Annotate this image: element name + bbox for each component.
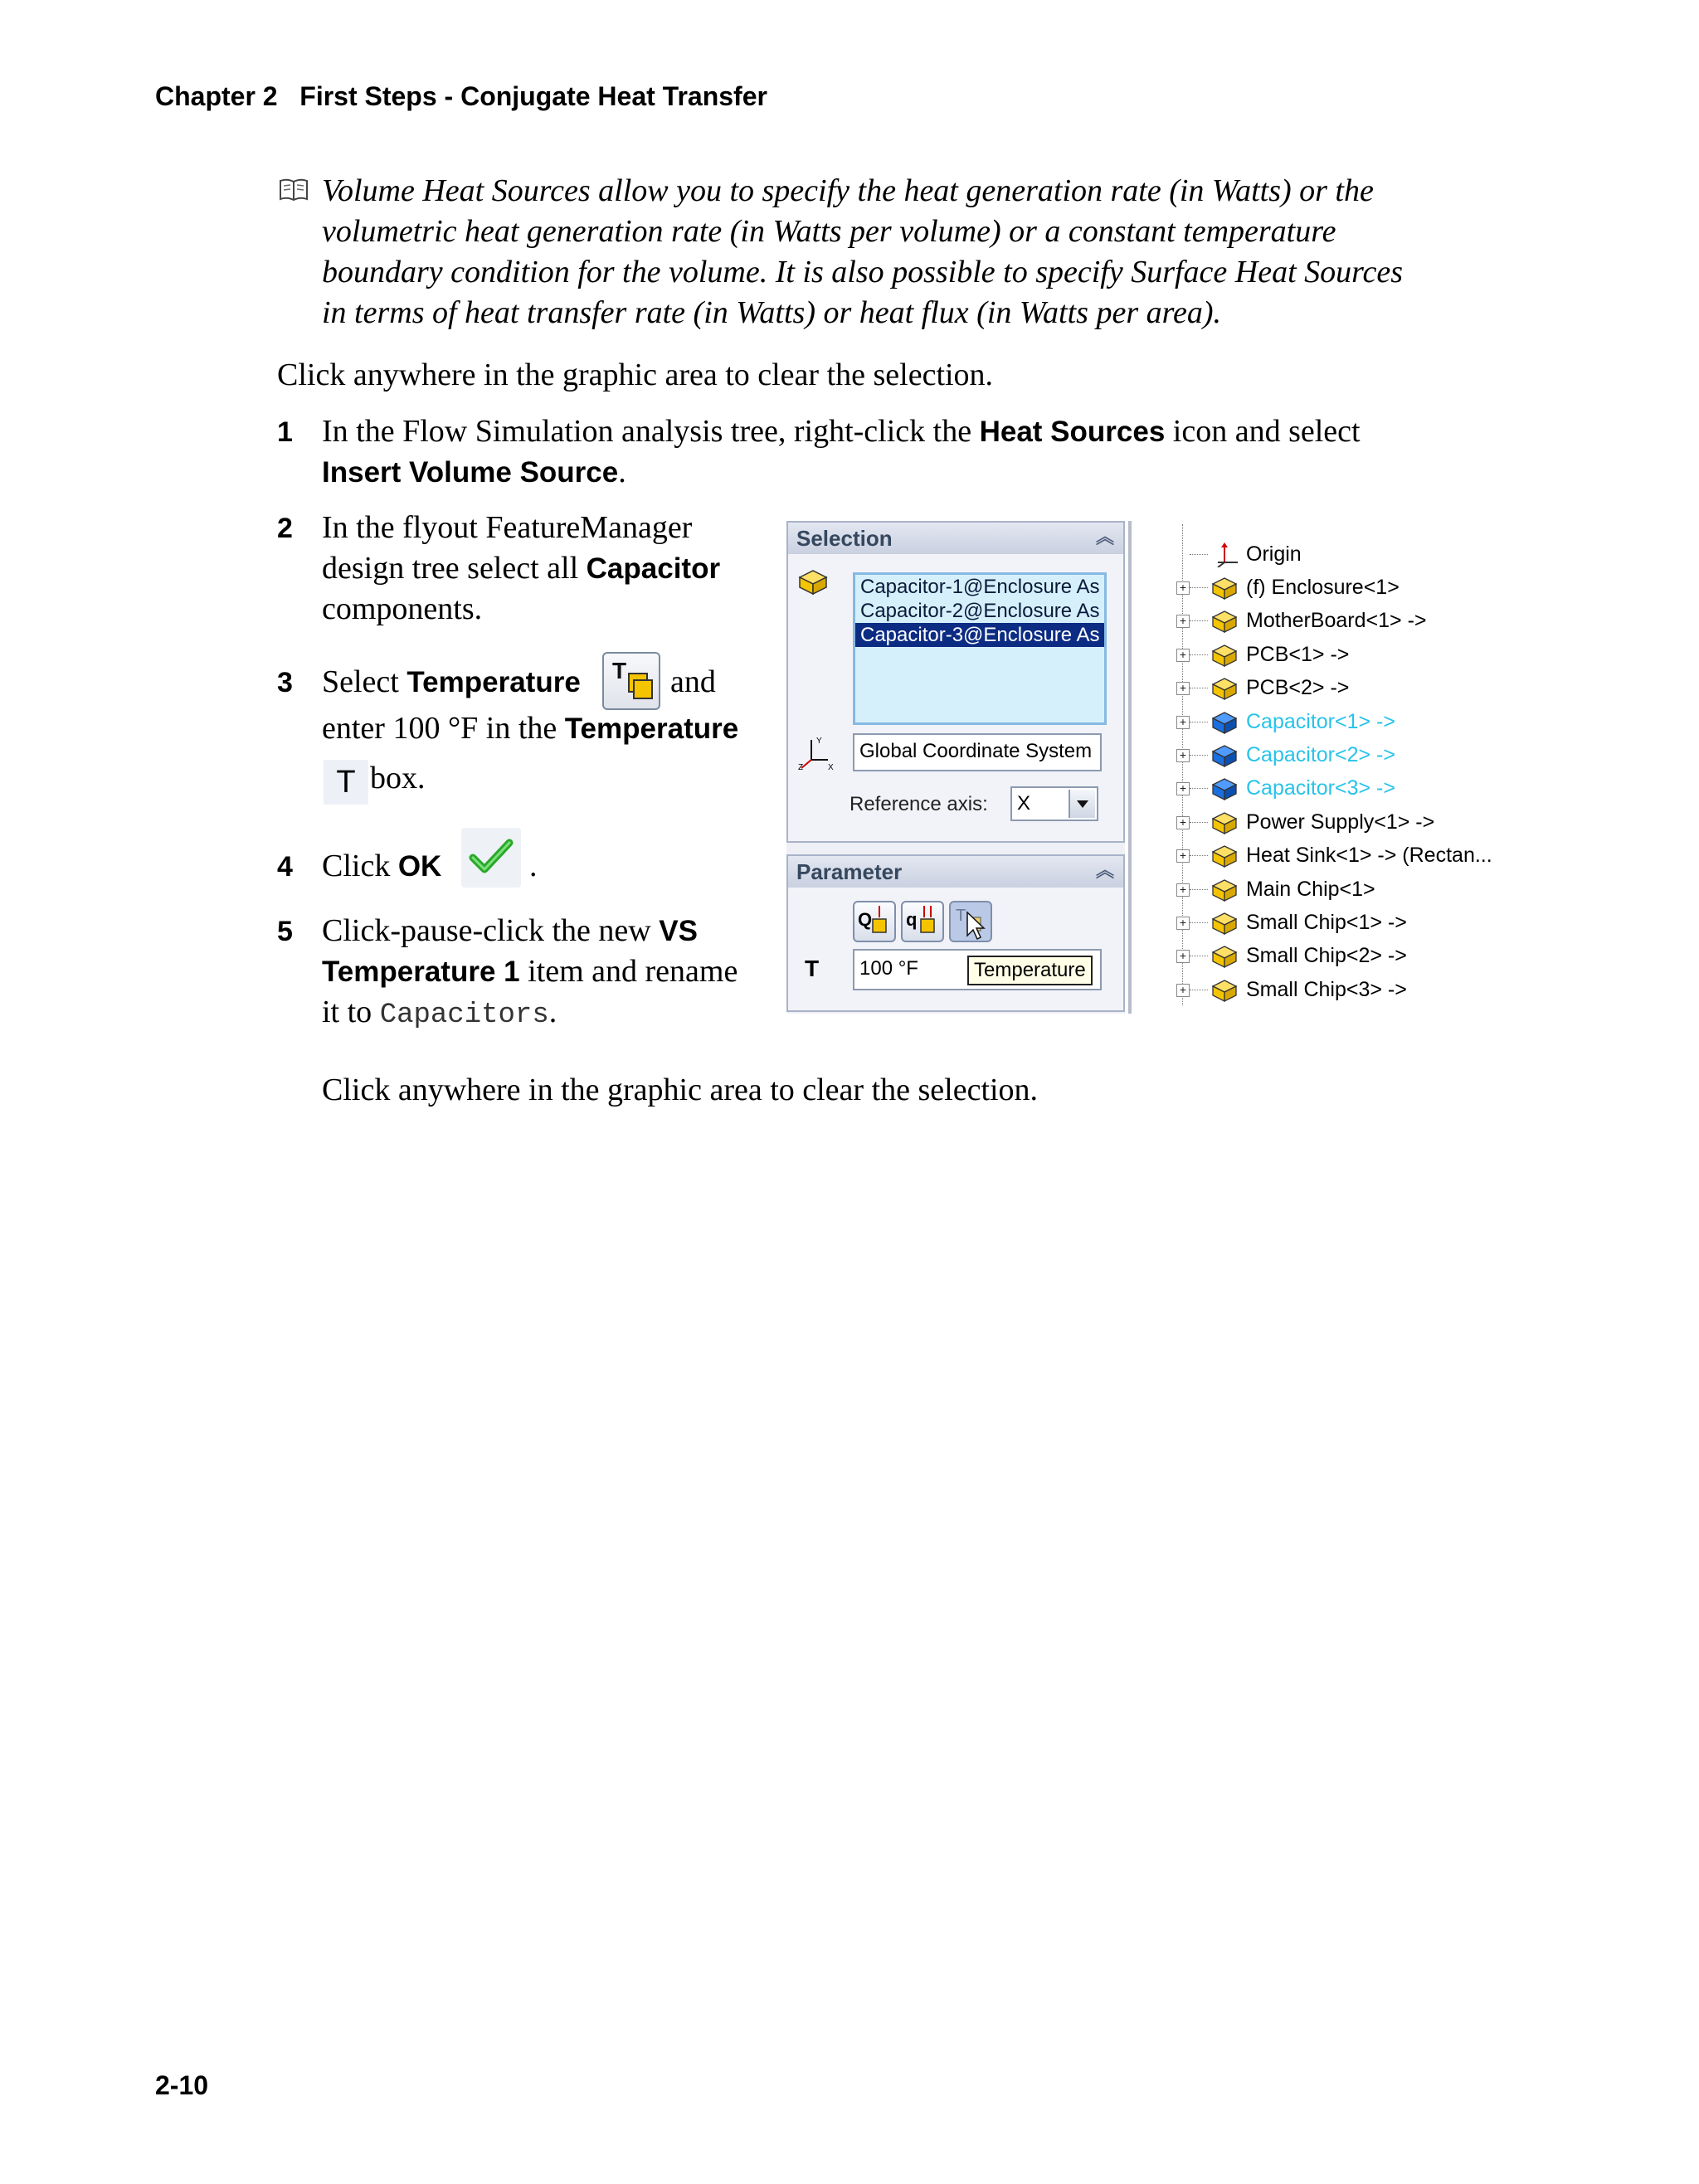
step-2-text: In the flyout FeatureManager design tree select all Capacitor components.: [322, 510, 721, 626]
part-icon: [1210, 944, 1241, 969]
step-number: 3: [277, 667, 293, 698]
step-3-box: box.: [370, 761, 426, 795]
step-4-period: .: [529, 849, 538, 883]
heat-generation-rate-button[interactable]: [853, 901, 896, 942]
list-item[interactable]: Capacitor-1@Enclosure As: [860, 576, 1100, 598]
coordinate-system-field[interactable]: Global Coordinate System: [853, 733, 1102, 771]
step-4-text: Click OK: [322, 849, 442, 883]
expand-icon[interactable]: +: [1176, 649, 1190, 662]
part-icon: [1210, 978, 1241, 1003]
part-icon: [1210, 710, 1241, 735]
collapse-icon[interactable]: ︽: [1095, 860, 1114, 881]
svg-text:Q: Q: [858, 909, 873, 930]
svg-text:Y: Y: [816, 737, 822, 746]
coordinate-system-icon: [796, 735, 836, 771]
volumetric-heat-generation-button[interactable]: [901, 901, 944, 942]
part-icon: [1210, 776, 1241, 801]
tree-item-label: Capacitor<1> ->: [1246, 709, 1395, 733]
note-line: boundary condition for the volume. It is also possible to specify Surface Heat Sources: [322, 255, 1404, 289]
component-icon: [796, 566, 833, 599]
tree-item-label: Origin: [1246, 542, 1302, 566]
selection-group: [786, 521, 1125, 843]
temperature-t-icon: T: [324, 760, 368, 805]
step-number: 5: [277, 916, 293, 947]
step-5-text: Click-pause-click the new VS Temperature 1 item and rename it to Capacitors.: [322, 913, 738, 1031]
origin-icon: [1210, 542, 1241, 567]
feature-manager-tree: [1170, 518, 1502, 1015]
property-manager-panel: [786, 521, 1125, 1014]
insert-volume-source-term: Insert Volume Source: [322, 456, 619, 489]
expand-icon[interactable]: +: [1176, 782, 1190, 795]
tree-item-label: Capacitor<2> ->: [1246, 743, 1395, 766]
ok-checkmark-icon: [461, 828, 521, 888]
collapse-icon[interactable]: ︽: [1095, 527, 1114, 547]
list-item[interactable]: Capacitor-3@Enclosure As: [855, 623, 1104, 647]
tree-guide-line: [1182, 524, 1183, 1005]
part-icon: [1210, 743, 1241, 768]
expand-icon[interactable]: +: [1176, 950, 1190, 963]
part-icon: [1210, 576, 1241, 601]
step-number: 4: [277, 851, 293, 883]
book-icon: [279, 178, 309, 202]
tree-item-label: Capacitor<3> ->: [1246, 776, 1395, 800]
step-3-line-2: enter 100 °F in the Temperature: [322, 711, 739, 746]
part-icon: [1210, 844, 1241, 868]
step-3-and: and: [670, 664, 716, 699]
temperature-button-icon: [602, 652, 660, 710]
part-icon: [1210, 643, 1241, 668]
part-icon: [1210, 609, 1241, 634]
svg-text:T: T: [956, 907, 966, 925]
temperature-input[interactable]: 100 °F: [853, 949, 1102, 990]
page-number: 2-10: [155, 2070, 209, 2100]
note-line: Volume Heat Sources allow you to specify the heat generation rate (in Watts) or the: [322, 173, 1374, 208]
svg-text:T: T: [612, 658, 627, 683]
selected-components-list[interactable]: [853, 572, 1107, 725]
outro-text: Click anywhere in the graphic area to clear the selection.: [322, 1073, 1039, 1107]
svg-text:X: X: [828, 763, 834, 771]
tree-item-label: (f) Enclosure<1>: [1246, 576, 1400, 599]
parameter-group: [786, 854, 1125, 1012]
expand-icon[interactable]: +: [1176, 816, 1190, 829]
step-3-line-1: Select Temperature: [322, 664, 581, 699]
expand-icon[interactable]: +: [1176, 749, 1190, 762]
expand-icon[interactable]: +: [1176, 615, 1190, 628]
tree-item-label: Small Chip<1> ->: [1246, 911, 1407, 934]
parameter-header[interactable]: Parameter ︽: [788, 856, 1123, 888]
expand-icon[interactable]: +: [1176, 849, 1190, 863]
tree-item-label: PCB<2> ->: [1246, 676, 1350, 700]
svg-text:q: q: [906, 909, 918, 930]
heat-sources-term: Heat Sources: [979, 416, 1166, 448]
intro-text: Click anywhere in the graphic area to clear the selection.: [277, 358, 994, 392]
tree-item-label: PCB<1> ->: [1246, 642, 1350, 666]
temperature-button[interactable]: [949, 901, 992, 942]
part-icon: [1210, 676, 1241, 701]
step-number: 2: [277, 513, 293, 544]
expand-icon[interactable]: +: [1176, 716, 1190, 729]
mouse-cursor-icon: [967, 912, 984, 939]
expand-icon[interactable]: +: [1176, 984, 1190, 997]
tree-item-label: Small Chip<2> ->: [1246, 944, 1407, 968]
chevron-down-icon[interactable]: [1069, 790, 1095, 818]
chapter-header: Chapter 2 First Steps - Conjugate Heat Transfer: [155, 81, 767, 111]
tree-item-label: Main Chip<1>: [1246, 877, 1375, 901]
t-label: T: [805, 956, 820, 981]
note-line: volumetric heat generation rate (in Watts per volume) or a constant temperature: [322, 214, 1336, 249]
tree-item-label: Heat Sink<1> -> (Rectan...: [1246, 844, 1492, 868]
svg-text:Z: Z: [798, 763, 804, 771]
code-capacitors: Capacitors: [379, 1000, 549, 1031]
tree-item-label: MotherBoard<1> ->: [1246, 609, 1427, 633]
part-icon: [1210, 810, 1241, 835]
selection-header[interactable]: Selection ︽: [788, 523, 1123, 554]
tree-item-label: Small Chip<3> ->: [1246, 977, 1407, 1001]
part-icon: [1210, 878, 1241, 902]
expand-icon[interactable]: +: [1176, 883, 1190, 897]
list-item[interactable]: Capacitor-2@Enclosure As: [860, 600, 1100, 622]
note-text: [322, 171, 1500, 333]
temperature-tooltip: Temperature: [967, 956, 1093, 985]
expand-icon[interactable]: +: [1176, 682, 1190, 695]
reference-axis-label: Reference axis:: [850, 793, 988, 815]
part-icon: [1210, 911, 1241, 936]
note-line: in terms of heat transfer rate (in Watts) or heat flux (in Watts per area).: [322, 295, 1222, 330]
expand-icon[interactable]: +: [1176, 581, 1190, 595]
step-number: 1: [277, 416, 293, 448]
expand-icon[interactable]: +: [1176, 917, 1190, 930]
reference-axis-select[interactable]: X: [1010, 786, 1098, 821]
panel-divider: [1128, 521, 1132, 1014]
step-1-text: In the Flow Simulation analysis tree, right-click the Heat Sources icon and select Insert Volume Source.: [322, 414, 1361, 489]
tree-item-label: Power Supply<1> ->: [1246, 810, 1435, 834]
